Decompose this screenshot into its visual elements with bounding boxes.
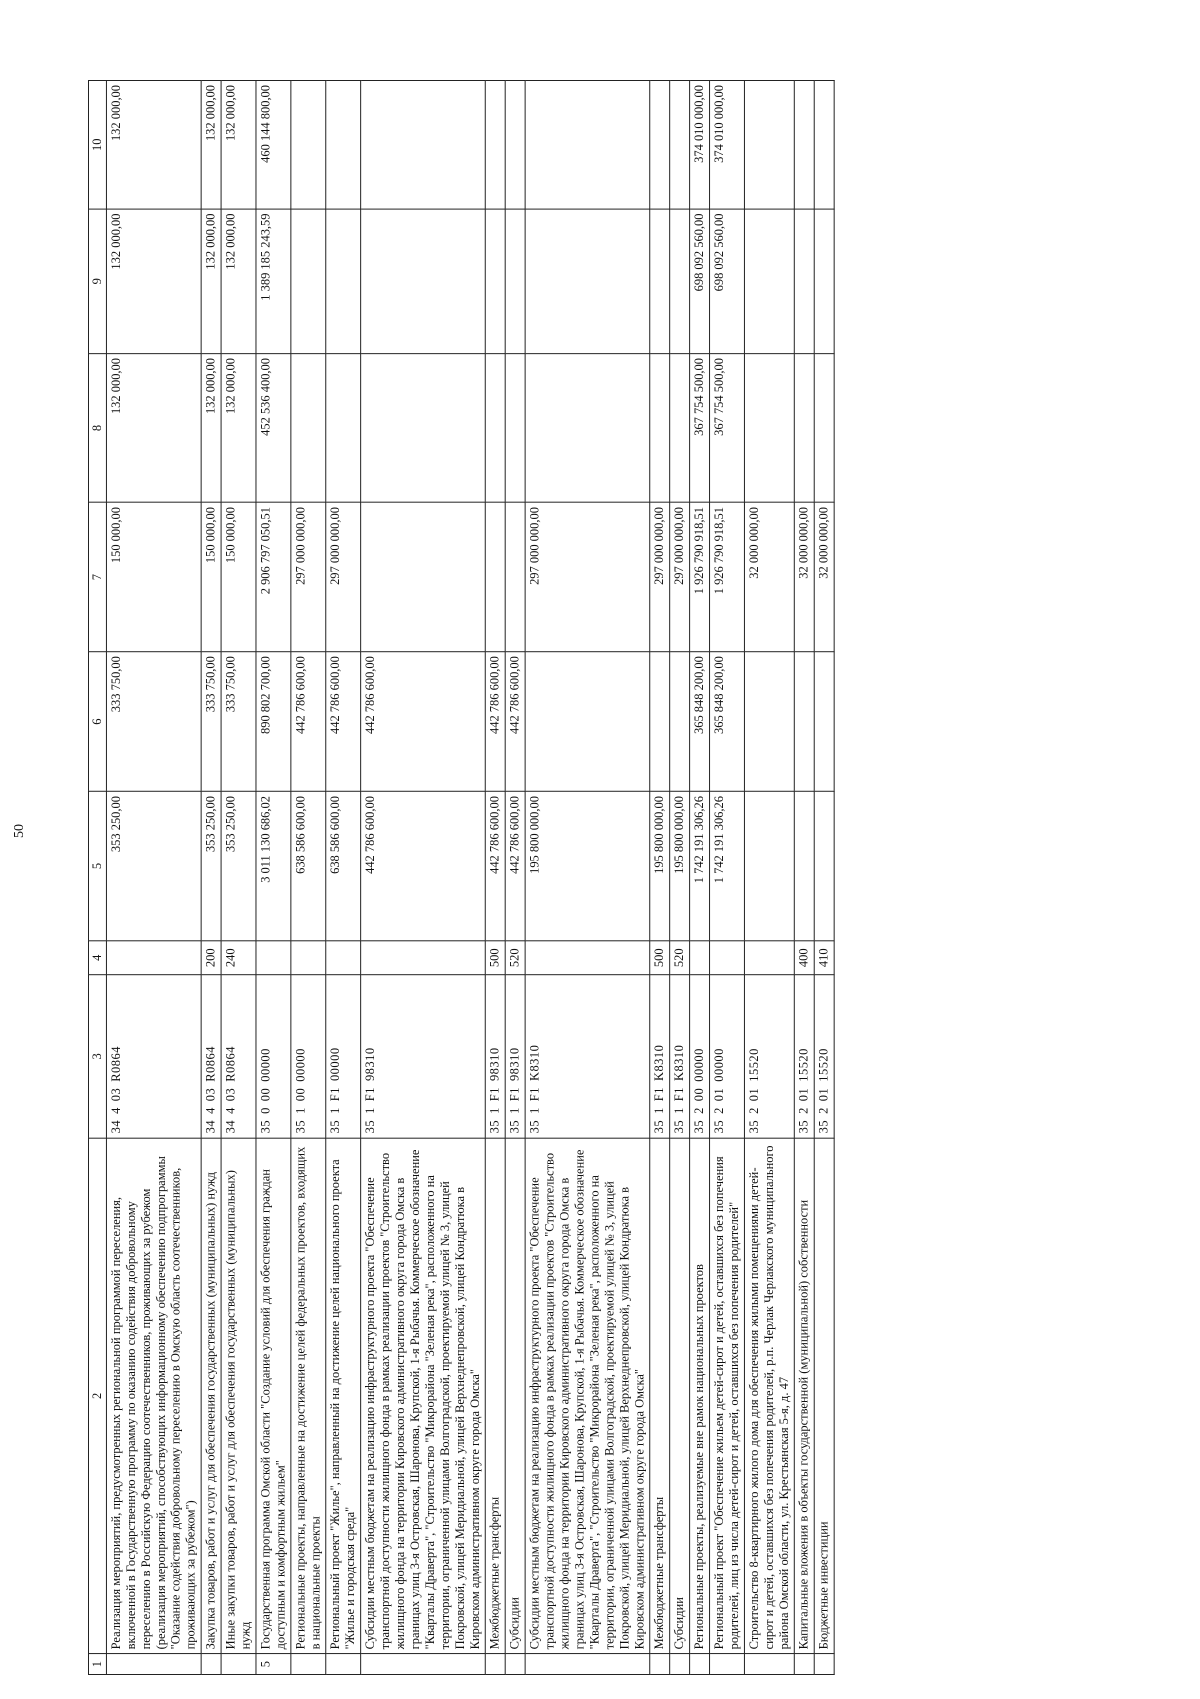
table-row <box>291 80 326 1674</box>
amount-col-8: 132 000,00 <box>221 354 256 503</box>
amount-col-10 <box>361 80 486 209</box>
amount-col-7 <box>505 503 525 652</box>
budget-code-part: 01 <box>796 1087 811 1102</box>
budget-code-part: 35 <box>672 1119 687 1134</box>
budget-code-part: 35 <box>527 1119 542 1134</box>
amount-col-9: 132 000,00 <box>221 209 256 353</box>
amount-col-10: 132 000,00 <box>106 80 201 209</box>
amount-col-8: 452 536 400,00 <box>256 354 291 503</box>
amount-col-5: 1 742 191 306,26 <box>710 792 745 941</box>
amount-col-10: 374 010 000,00 <box>690 80 710 209</box>
amount-col-10 <box>744 80 794 209</box>
amount-col-8: 367 754 500,00 <box>690 354 710 503</box>
amount-col-9 <box>361 209 486 353</box>
amount-col-6: 442 786 600,00 <box>291 652 326 792</box>
amount-col-10 <box>485 80 505 209</box>
amount-col-8 <box>291 354 326 503</box>
budget-code-part: 1 <box>487 1107 502 1114</box>
expense-type-code <box>256 941 291 975</box>
expense-type-code <box>326 941 361 975</box>
expense-type-code: 200 <box>201 941 221 975</box>
amount-col-5 <box>794 792 814 941</box>
expense-type-code: 500 <box>650 941 670 975</box>
amount-col-7: 297 000 000,00 <box>326 503 361 652</box>
budget-code-part: 2 <box>692 1107 707 1114</box>
expense-type-code: 520 <box>505 941 525 975</box>
budget-code-part: 01 <box>746 1087 761 1102</box>
row-index <box>326 1654 361 1675</box>
amount-col-8 <box>670 354 690 503</box>
amount-col-9 <box>814 209 834 353</box>
amount-col-10 <box>794 80 814 209</box>
amount-col-8 <box>361 354 486 503</box>
budget-code-part: 00000 <box>692 1048 707 1082</box>
row-name: Межбюджетные трансферты <box>650 1138 670 1654</box>
amount-col-9 <box>485 209 505 353</box>
table-row <box>690 80 710 1674</box>
amount-col-8 <box>525 354 650 503</box>
budget-code <box>326 975 361 1138</box>
budget-code-part: 34 <box>108 1119 123 1134</box>
column-header-7: 7 <box>88 503 106 652</box>
amount-col-7: 297 000 000,00 <box>670 503 690 652</box>
amount-col-9 <box>525 209 650 353</box>
row-name: Государственная программа Омской области "Создание условий для обеспечения граждан доступным и комфортным жильем" <box>256 1138 291 1654</box>
amount-col-8 <box>650 354 670 503</box>
amount-col-10 <box>505 80 525 209</box>
budget-code <box>256 975 291 1138</box>
amount-col-6 <box>814 652 834 792</box>
row-index <box>525 1654 650 1675</box>
budget-code-part: 1 <box>293 1107 308 1114</box>
budget-code-part: 00000 <box>293 1048 308 1082</box>
budget-code <box>361 975 486 1138</box>
amount-col-5: 1 742 191 306,26 <box>690 792 710 941</box>
budget-code-part: 03 <box>203 1087 218 1102</box>
row-name: Межбюджетные трансферты <box>485 1138 505 1654</box>
amount-col-5: 195 800 000,00 <box>650 792 670 941</box>
amount-col-9 <box>794 209 814 353</box>
budget-code <box>291 975 326 1138</box>
budget-code-part: 4 <box>203 1107 218 1114</box>
budget-code-part: 34 <box>223 1119 238 1134</box>
budget-code-part: 35 <box>363 1119 378 1134</box>
amount-col-7: 32 000 000,00 <box>794 503 814 652</box>
table-body <box>106 80 834 1674</box>
budget-code-part: F1 <box>328 1087 343 1102</box>
row-name: Бюджетные инвестиции <box>814 1138 834 1654</box>
column-header-row <box>88 80 106 1674</box>
row-name: Субсидии <box>670 1138 690 1654</box>
budget-code-part: 35 <box>328 1119 343 1134</box>
amount-col-8: 132 000,00 <box>106 354 201 503</box>
budget-code-part: K8310 <box>527 1044 542 1082</box>
row-name: Субсидии <box>505 1138 525 1654</box>
budget-code <box>525 975 650 1138</box>
row-index <box>221 1654 256 1675</box>
row-index <box>814 1654 834 1675</box>
amount-col-6 <box>794 652 814 792</box>
table-row <box>106 80 201 1674</box>
expense-type-code: 400 <box>794 941 814 975</box>
budget-code-part: F1 <box>672 1087 687 1102</box>
row-name: Иные закупки товаров, работ и услуг для обеспечения государственных (муниципальных) нужд <box>221 1138 256 1654</box>
expense-type-code: 500 <box>485 941 505 975</box>
budget-code <box>814 975 834 1138</box>
amount-col-10 <box>814 80 834 209</box>
table-row <box>326 80 361 1674</box>
table-row <box>710 80 745 1674</box>
amount-col-9: 698 092 560,00 <box>690 209 710 353</box>
expense-type-code <box>744 941 794 975</box>
amount-col-9 <box>650 209 670 353</box>
row-index <box>361 1654 486 1675</box>
budget-code-part: 2 <box>796 1107 811 1114</box>
amount-col-5: 195 800 000,00 <box>670 792 690 941</box>
row-index <box>505 1654 525 1675</box>
table-row <box>256 80 291 1674</box>
budget-code-part: F1 <box>507 1087 522 1102</box>
column-header-2: 2 <box>88 1138 106 1654</box>
amount-col-6 <box>744 652 794 792</box>
amount-col-7: 150 000,00 <box>201 503 221 652</box>
table-row <box>794 80 814 1674</box>
rotated-page <box>88 80 835 1675</box>
budget-code-part: 00000 <box>328 1047 343 1082</box>
amount-col-5: 442 786 600,00 <box>485 792 505 941</box>
amount-col-8 <box>814 354 834 503</box>
amount-col-10: 132 000,00 <box>221 80 256 209</box>
table-row <box>670 80 690 1674</box>
amount-col-6: 442 786 600,00 <box>505 652 525 792</box>
expense-type-code <box>690 941 710 975</box>
budget-code-part: 35 <box>796 1119 811 1134</box>
budget-code-part: K8310 <box>672 1044 687 1082</box>
amount-col-8 <box>485 354 505 503</box>
row-name: Региональный проект "Обеспечение жильем детей-сирот и детей, оставшихся без попечения родителей, лиц из числа детей-сирот и детей, оставшихся без попечения родителей" <box>710 1138 745 1654</box>
amount-col-7: 2 906 797 050,51 <box>256 503 291 652</box>
budget-code-part: R0864 <box>203 1046 218 1082</box>
column-header-6: 6 <box>88 652 106 792</box>
row-name: Реализация мероприятий, предусмотренных региональной программой переселения, включенной в Государственную программу по оказанию содействия добровольному переселению в Российскую Федерацию соотечественников, проживающих за рубежом (реализация мероприятий, способствующих информационному обеспечению подпрограммы "Оказание содействия добровольному переселению в Омскую область соотечественников, проживающих за рубежом") <box>106 1138 201 1654</box>
amount-col-6 <box>670 652 690 792</box>
amount-col-8: 132 000,00 <box>201 354 221 503</box>
budget-code <box>201 975 221 1138</box>
amount-col-9 <box>291 209 326 353</box>
amount-col-9 <box>670 209 690 353</box>
amount-col-5 <box>744 792 794 941</box>
row-index <box>291 1654 326 1675</box>
budget-code-part: 1 <box>652 1107 667 1114</box>
row-index <box>670 1654 690 1675</box>
budget-code <box>505 975 525 1138</box>
budget-code-part: 2 <box>712 1107 726 1114</box>
budget-code-part: F1 <box>363 1087 378 1102</box>
budget-code-part: 1 <box>507 1107 522 1114</box>
budget-code <box>670 975 690 1138</box>
budget-code <box>690 975 710 1138</box>
budget-code-part: K8310 <box>652 1044 667 1082</box>
amount-col-7 <box>485 503 505 652</box>
budget-code-part: 03 <box>223 1087 238 1102</box>
table-row <box>650 80 670 1674</box>
row-index <box>650 1654 670 1675</box>
column-header-4: 4 <box>88 941 106 975</box>
budget-code-part: 35 <box>293 1119 308 1134</box>
row-index <box>744 1654 794 1675</box>
budget-code-part: 35 <box>746 1119 761 1134</box>
amount-col-9: 132 000,00 <box>106 209 201 353</box>
budget-code-part: 35 <box>487 1119 502 1134</box>
expense-type-code <box>710 941 745 975</box>
budget-code <box>485 975 505 1138</box>
row-name: Региональные проекты, реализуемые вне рамок национальных проектов <box>690 1138 710 1654</box>
budget-code-part: 0 <box>258 1107 273 1114</box>
table-row <box>744 80 794 1674</box>
row-index <box>794 1654 814 1675</box>
amount-col-6: 442 786 600,00 <box>361 652 486 792</box>
column-header-8: 8 <box>88 354 106 503</box>
budget-code-part: 35 <box>816 1119 831 1134</box>
amount-col-10: 374 010 000,00 <box>710 80 745 209</box>
row-index <box>485 1654 505 1675</box>
row-index: 5 <box>256 1654 291 1675</box>
budget-code-part: 00 <box>258 1087 273 1102</box>
amount-col-5: 195 800 000,00 <box>525 792 650 941</box>
budget-code-part: F1 <box>487 1087 502 1102</box>
budget-code-part: 35 <box>712 1119 726 1134</box>
budget-code-part: 98310 <box>507 1047 522 1082</box>
amount-col-7: 1 926 790 918,51 <box>710 503 745 652</box>
budget-code-part: 00000 <box>258 1048 273 1082</box>
amount-col-10 <box>326 80 361 209</box>
budget-code <box>221 975 256 1138</box>
amount-col-10 <box>670 80 690 209</box>
amount-col-6: 333 750,00 <box>201 652 221 792</box>
budget-code-part: 98310 <box>363 1047 378 1082</box>
amount-col-10: 132 000,00 <box>201 80 221 209</box>
amount-col-7: 150 000,00 <box>106 503 201 652</box>
amount-col-7: 297 000 000,00 <box>525 503 650 652</box>
amount-col-7: 297 000 000,00 <box>291 503 326 652</box>
amount-col-7: 32 000 000,00 <box>744 503 794 652</box>
amount-col-5: 3 011 130 686,02 <box>256 792 291 941</box>
budget-code <box>794 975 814 1138</box>
budget-code-part: 2 <box>746 1107 761 1114</box>
expense-type-code: 240 <box>221 941 256 975</box>
table-row <box>505 80 525 1674</box>
amount-col-5: 442 786 600,00 <box>505 792 525 941</box>
amount-col-9 <box>744 209 794 353</box>
amount-col-5: 353 250,00 <box>106 792 201 941</box>
budget-code-part: 2 <box>816 1107 831 1114</box>
amount-col-5: 638 586 600,00 <box>291 792 326 941</box>
amount-col-6: 442 786 600,00 <box>326 652 361 792</box>
budget-code-part: 4 <box>223 1107 238 1114</box>
budget-code <box>650 975 670 1138</box>
amount-col-5: 442 786 600,00 <box>361 792 486 941</box>
amount-col-9: 132 000,00 <box>201 209 221 353</box>
column-header-10: 10 <box>88 80 106 209</box>
amount-col-9: 1 389 185 243,59 <box>256 209 291 353</box>
amount-col-5 <box>814 792 834 941</box>
budget-code-part: 15520 <box>816 1048 831 1082</box>
page-number: 50 <box>12 824 27 838</box>
budget-code-part: 00 <box>293 1087 308 1102</box>
table-row <box>485 80 505 1674</box>
amount-col-6: 333 750,00 <box>106 652 201 792</box>
budget-code-part: 1 <box>672 1107 687 1114</box>
amount-col-8 <box>794 354 814 503</box>
amount-col-6: 333 750,00 <box>221 652 256 792</box>
amount-col-10: 460 144 800,00 <box>256 80 291 209</box>
amount-col-6 <box>525 652 650 792</box>
budget-code-part: R0864 <box>108 1046 123 1082</box>
budget-code-part: R0864 <box>223 1046 238 1082</box>
budget-code-part: 35 <box>258 1119 273 1134</box>
column-header-5: 5 <box>88 792 106 941</box>
budget-code-part: 35 <box>507 1119 522 1134</box>
amount-col-9: 698 092 560,00 <box>710 209 745 353</box>
budget-table <box>88 80 835 1675</box>
budget-code-part: F1 <box>527 1087 542 1102</box>
budget-code-part: 1 <box>328 1107 343 1114</box>
amount-col-10 <box>650 80 670 209</box>
amount-col-5: 353 250,00 <box>221 792 256 941</box>
budget-code-part: 00000 <box>712 1048 726 1082</box>
amount-col-7: 150 000,00 <box>221 503 256 652</box>
budget-code-part: 35 <box>692 1119 707 1134</box>
expense-type-code <box>361 941 486 975</box>
amount-col-5: 638 586 600,00 <box>326 792 361 941</box>
amount-col-6: 365 848 200,00 <box>690 652 710 792</box>
row-name: Субсидии местным бюджетам на реализацию инфраструктурного проекта "Обеспечение транспортной доступности жилищного фонда в рамках реализации проектов "Строительство жилищного фонда на территории Кировского административного округа города Омска в границах улиц 3-я Островская, Шаронова, Крупской, 1-я Рыбачья. Коммерческое обозначение "Кварталы Драверта", "Строительство "Микрорайона "Зеленая река", расположенного на территории, ограниченной улицами Волгоградской, проектируемой улицей № 3, улицей Покровской, улицей Меридиальной, улицей Верхнеднепровской, улицей Кондратюка в Кировском административном округе города Омска" <box>525 1138 650 1654</box>
column-header-1: 1 <box>88 1654 106 1675</box>
expense-type-code <box>525 941 650 975</box>
amount-col-10 <box>525 80 650 209</box>
row-name: Закупка товаров, работ и услуг для обеспечения государственных (муниципальных) нужд <box>201 1138 221 1654</box>
budget-code-part: 1 <box>363 1107 378 1114</box>
expense-type-code: 410 <box>814 941 834 975</box>
amount-col-6: 442 786 600,00 <box>485 652 505 792</box>
amount-col-7: 32 000 000,00 <box>814 503 834 652</box>
budget-code-part: 15520 <box>746 1048 761 1082</box>
amount-col-7: 297 000 000,00 <box>650 503 670 652</box>
amount-col-7 <box>361 503 486 652</box>
amount-col-8 <box>744 354 794 503</box>
row-index <box>690 1654 710 1675</box>
amount-col-6: 365 848 200,00 <box>710 652 745 792</box>
row-index <box>201 1654 221 1675</box>
budget-code <box>710 975 745 1138</box>
budget-code-part: 4 <box>108 1107 123 1114</box>
expense-type-code <box>291 941 326 975</box>
budget-code-part: 1 <box>527 1107 542 1114</box>
amount-col-8 <box>505 354 525 503</box>
budget-code-part: 03 <box>108 1087 123 1102</box>
budget-code-part: 01 <box>816 1087 831 1102</box>
amount-col-6 <box>650 652 670 792</box>
budget-code-part: 34 <box>203 1119 218 1134</box>
expense-type-code: 520 <box>670 941 690 975</box>
row-name: Капитальные вложения в объекты государственной (муниципальной) собственности <box>794 1138 814 1654</box>
budget-code <box>106 975 201 1138</box>
table-row <box>201 80 221 1674</box>
table-row <box>525 80 650 1674</box>
column-header-3: 3 <box>88 975 106 1138</box>
row-name: Региональный проект "Жилье", направленный на достижение целей национального проекта "Жилье и городская среда" <box>326 1138 361 1654</box>
budget-code <box>744 975 794 1138</box>
row-name: Строительство 8-квартирного жилого дома для обеспечения жилыми помещениями детей-сирот и детей, оставшихся без попечения родителей, р.п. Черлак Черлакского муниципального района Омской области, ул. Крестьянская 5-я, д. 47 <box>744 1138 794 1654</box>
amount-col-9 <box>326 209 361 353</box>
budget-code-part: 01 <box>712 1087 726 1102</box>
budget-code-part: 98310 <box>487 1047 502 1082</box>
amount-col-9 <box>505 209 525 353</box>
table-row <box>221 80 256 1674</box>
row-name: Субсидии местным бюджетам на реализацию инфраструктурного проекта "Обеспечение транспортной доступности жилищного фонда в рамках реализации проектов "Строительство жилищного фонда на территории Кировского административного округа города Омска в границах улиц 3-я Островская, Шаронова, Крупской, 1-я Рыбачья. Коммерческое обозначение "Кварталы Драверта", "Строительство "Микрорайона "Зеленая река", расположенного на территории, ограниченной улицами Волгоградской, проектируемой улицей № 3, улицей Покровской, улицей Меридиальной, улицей Верхнеднепровской, улицей Кондратюка в Кировском административном округе города Омска" <box>361 1138 486 1654</box>
budget-code-part: F1 <box>652 1087 667 1102</box>
amount-col-6: 890 802 700,00 <box>256 652 291 792</box>
amount-col-10 <box>291 80 326 209</box>
budget-code-part: 00 <box>692 1087 707 1102</box>
row-index <box>710 1654 745 1675</box>
budget-code-part: 35 <box>652 1119 667 1134</box>
budget-code-part: 15520 <box>796 1048 811 1082</box>
table-row <box>814 80 834 1674</box>
amount-col-5: 353 250,00 <box>201 792 221 941</box>
expense-type-code <box>106 941 201 975</box>
table-row <box>361 80 486 1674</box>
column-header-9: 9 <box>88 209 106 353</box>
amount-col-8 <box>326 354 361 503</box>
amount-col-8: 367 754 500,00 <box>710 354 745 503</box>
amount-col-7: 1 926 790 918,51 <box>690 503 710 652</box>
row-index <box>106 1654 201 1675</box>
row-name: Региональные проекты, направленные на достижение целей федеральных проектов, входящих в национальные проекты <box>291 1138 326 1654</box>
